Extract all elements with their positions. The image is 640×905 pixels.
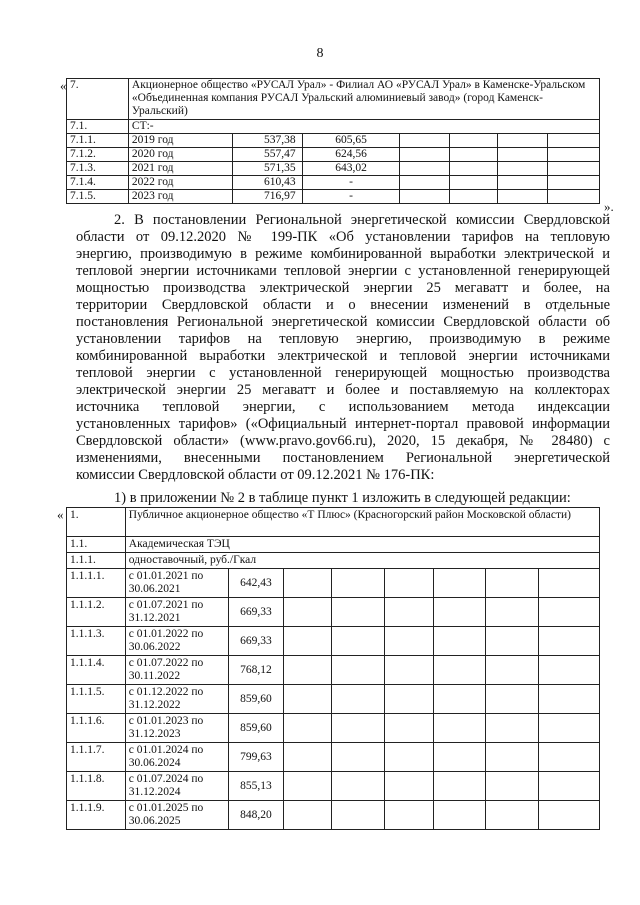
row-number: 1.1.1.8.: [67, 772, 126, 801]
value-cell: -: [302, 176, 400, 190]
row-number: 7.1.5.: [67, 190, 129, 204]
value-cell: 716,97: [232, 190, 302, 204]
period-cell: с 01.07.2024 по 31.12.2024: [125, 772, 228, 801]
value-cell: 557,47: [232, 148, 302, 162]
table-row: [67, 772, 600, 801]
row-number: 1.1.1.9.: [67, 801, 126, 830]
row-number: 1.1.1.6.: [67, 714, 126, 743]
row-number: 1.1.1.7.: [67, 743, 126, 772]
value-cell: 799,63: [229, 743, 284, 772]
value-cell: 859,60: [229, 685, 284, 714]
paragraph-line: 2. В постановлении Региональной энергетической комиссии Свердловской: [114, 212, 610, 228]
organization-name: Публичное акционерное общество «Т Плюс» (Красногорский район Московской области): [125, 508, 599, 537]
tplus-tariff-table: [66, 507, 600, 830]
value-cell: 624,56: [302, 148, 400, 162]
row-number: 1.1.1.5.: [67, 685, 126, 714]
table-row: [67, 176, 600, 190]
value-cell: 643,02: [302, 162, 400, 176]
table-row: [67, 685, 600, 714]
item-1-text: 1) в приложении № 2 в таблице пункт 1 изложить в следующей редакции:: [114, 490, 571, 506]
period-cell: с 01.01.2021 по 30.06.2021: [125, 569, 228, 598]
tariff-type: СТ:-: [128, 120, 599, 134]
paragraph-line: комиссии Свердловской области от 09.12.2021 № 176-ПК:: [76, 467, 435, 483]
value-cell: 768,12: [229, 656, 284, 685]
paragraph-line: установлении тарифов на тепловую энергию, производимую в режиме: [76, 331, 610, 347]
year-cell: 2023 год: [128, 190, 232, 204]
row-number: 1.: [67, 508, 126, 537]
tariff-type: одноставочный, руб./Гкал: [125, 553, 599, 569]
row-number: 7.1.3.: [67, 162, 129, 176]
table-row: [67, 714, 600, 743]
table-row: [67, 190, 600, 204]
page-number: 8: [316, 46, 324, 61]
rusal-tariff-table: [66, 78, 600, 204]
opening-quote: «: [60, 78, 67, 93]
paragraph-line: установленных тарифов» («Официальный интернет-портал правовой информации: [76, 416, 610, 432]
year-cell: 2022 год: [128, 176, 232, 190]
value-cell: 848,20: [229, 801, 284, 830]
value-cell: 669,33: [229, 627, 284, 656]
year-cell: 2021 год: [128, 162, 232, 176]
value-cell: 859,60: [229, 714, 284, 743]
table-row: [67, 598, 600, 627]
period-cell: с 01.07.2021 по 31.12.2021: [125, 598, 228, 627]
value-cell: 537,38: [232, 134, 302, 148]
period-cell: с 01.01.2023 по 31.12.2023: [125, 714, 228, 743]
table-row: [67, 801, 600, 830]
table-row: [67, 134, 600, 148]
paragraph-line: области от 09.12.2020 № 199-ПК «Об установлении тарифов на тепловую: [76, 229, 610, 245]
row-number: 7.: [67, 79, 129, 120]
opening-quote-2: «: [57, 507, 64, 522]
row-number: 1.1.: [67, 537, 126, 553]
row-number: 1.1.1.1.: [67, 569, 126, 598]
table-row: [67, 569, 600, 598]
table-row: [67, 120, 600, 134]
amendment-paragraph: [76, 212, 610, 484]
year-cell: 2020 год: [128, 148, 232, 162]
row-number: 7.1.: [67, 120, 129, 134]
paragraph-line: территории Свердловской области и о внесении изменений в отдельные: [76, 297, 610, 313]
table-row: [67, 162, 600, 176]
organization-name: Акционерное общество «РУСАЛ Урал» - Филиал АО «РУСАЛ Урал» в Каменске-Уральском «Объединенная компания РУСАЛ Уральский алюминиевый завод» (город Каменск-Уральский): [128, 79, 599, 120]
row-number: 1.1.1.3.: [67, 627, 126, 656]
value-cell: 855,13: [229, 772, 284, 801]
paragraph-line: Свердловской области» (www.pravo.gov66.ru), 2020, 15 декабря, № 28480) с: [76, 433, 610, 449]
table-row: [67, 148, 600, 162]
year-cell: 2019 год: [128, 134, 232, 148]
paragraph-line: тепловой энергии источниками тепловой энергии с установленной генерирующей: [76, 263, 610, 279]
period-cell: с 01.07.2022 по 30.11.2022: [125, 656, 228, 685]
paragraph-line: постановления Региональной энергетической комиссии Свердловской области об: [76, 314, 610, 330]
closing-quote: ».: [604, 199, 614, 214]
paragraph-line: электрической энергии 25 мегаватт и более и поставляемую на коллекторах: [76, 382, 610, 398]
period-cell: с 01.01.2025 по 30.06.2025: [125, 801, 228, 830]
row-number: 1.1.1.: [67, 553, 126, 569]
paragraph-line: источника тепловой энергии, с использованием метода индексации: [76, 399, 610, 415]
row-number: 7.1.1.: [67, 134, 129, 148]
table-row: [67, 553, 600, 569]
table-row: [67, 656, 600, 685]
table-row: [67, 537, 600, 553]
period-cell: с 01.01.2022 по 30.06.2022: [125, 627, 228, 656]
period-cell: с 01.12.2022 по 31.12.2022: [125, 685, 228, 714]
table-row: [67, 79, 600, 120]
table-row: [67, 627, 600, 656]
value-cell: 610,43: [232, 176, 302, 190]
paragraph-line: изменениями, внесенными постановлением Региональной энергетической: [76, 450, 610, 466]
value-cell: 642,43: [229, 569, 284, 598]
paragraph-line: энергию, производимую в режиме комбинированной выработки электрической и: [76, 246, 610, 262]
value-cell: -: [302, 190, 400, 204]
plant-name: Академическая ТЭЦ: [125, 537, 599, 553]
value-cell: 571,35: [232, 162, 302, 176]
row-number: 1.1.1.2.: [67, 598, 126, 627]
value-cell: 669,33: [229, 598, 284, 627]
value-cell: 605,65: [302, 134, 400, 148]
row-number: 7.1.4.: [67, 176, 129, 190]
table-row: [67, 743, 600, 772]
paragraph-line: мощностью производства электрической энергии 25 мегаватт и более, на: [76, 280, 610, 296]
row-number: 1.1.1.4.: [67, 656, 126, 685]
period-cell: с 01.01.2024 по 30.06.2024: [125, 743, 228, 772]
table-row: [67, 508, 600, 537]
paragraph-line: тепловой энергии с установленной генерирующей мощностью производства: [76, 365, 610, 381]
row-number: 7.1.2.: [67, 148, 129, 162]
paragraph-line: комбинированной выработки электрической и тепловой энергии источниками: [76, 348, 610, 364]
